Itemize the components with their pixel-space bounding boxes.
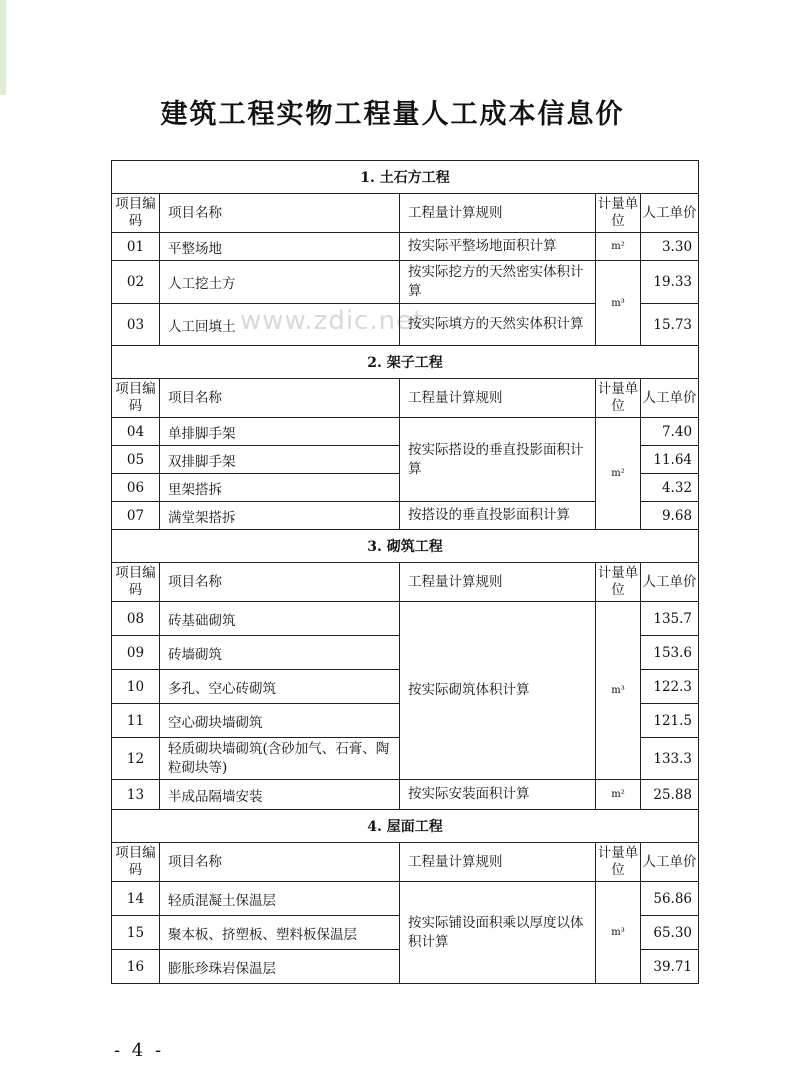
header-price: 人工单价 xyxy=(641,379,699,418)
table-row xyxy=(112,780,699,810)
header-price: 人工单价 xyxy=(641,194,699,233)
item-name: 聚本板、挤塑板、塑料板保温层 xyxy=(160,916,400,950)
item-price: 11.64 xyxy=(641,446,699,474)
item-code: 06 xyxy=(112,474,160,502)
item-code: 09 xyxy=(112,636,160,670)
item-name: 膨胀珍珠岩保温层 xyxy=(160,950,400,984)
header-rule: 工程量计算规则 xyxy=(400,843,596,882)
header-name: 项目名称 xyxy=(160,843,400,882)
header-row xyxy=(112,379,699,418)
item-rule: 按实际砌筑体积计算 xyxy=(400,602,596,780)
item-rule: 按搭设的垂直投影面积计算 xyxy=(400,502,596,530)
item-name: 单排脚手架 xyxy=(160,418,400,446)
item-code: 08 xyxy=(112,602,160,636)
item-code: 11 xyxy=(112,704,160,738)
item-rule: 按实际挖方的天然密实体积计算 xyxy=(400,261,596,304)
item-price: 65.30 xyxy=(641,916,699,950)
item-code: 04 xyxy=(112,418,160,446)
item-code: 05 xyxy=(112,446,160,474)
page-title: 建筑工程实物工程量人工成本信息价 xyxy=(160,99,625,130)
header-rule: 工程量计算规则 xyxy=(400,379,596,418)
section-title-row xyxy=(112,530,699,563)
item-price: 7.40 xyxy=(641,418,699,446)
price-table xyxy=(111,160,699,984)
item-code: 07 xyxy=(112,502,160,530)
item-name: 空心砌块墙砌筑 xyxy=(160,704,400,738)
item-code: 16 xyxy=(112,950,160,984)
page-number: - 4 - xyxy=(114,1040,165,1061)
header-unit: 计量单位 xyxy=(596,843,641,882)
item-code: 15 xyxy=(112,916,160,950)
item-price: 3.30 xyxy=(641,233,699,261)
item-unit: m³ xyxy=(596,882,641,984)
header-code: 项目编码 xyxy=(112,379,160,418)
item-name: 满堂架搭拆 xyxy=(160,502,400,530)
header-price: 人工单价 xyxy=(641,563,699,602)
header-code: 项目编码 xyxy=(112,194,160,233)
item-unit: m³ xyxy=(596,261,641,346)
header-name: 项目名称 xyxy=(160,379,400,418)
item-unit: m³ xyxy=(596,602,641,780)
item-rule: 按实际填方的天然实体积计算 xyxy=(400,304,596,346)
header-row xyxy=(112,563,699,602)
header-name: 项目名称 xyxy=(160,563,400,602)
table-row xyxy=(112,602,699,636)
item-code: 14 xyxy=(112,882,160,916)
header-rule: 工程量计算规则 xyxy=(400,563,596,602)
watermark: www.zdic.net xyxy=(240,306,425,336)
section-title-row xyxy=(112,810,699,843)
item-price: 121.5 xyxy=(641,704,699,738)
item-name: 轻质砌块墙砌筑(含砂加气、石膏、陶粒砌块等) xyxy=(160,738,400,780)
item-name: 里架搭拆 xyxy=(160,474,400,502)
item-price: 133.3 xyxy=(641,738,699,780)
item-price: 122.3 xyxy=(641,670,699,704)
item-code: 13 xyxy=(112,780,160,810)
section-title: 4. 屋面工程 xyxy=(112,810,699,843)
header-code: 项目编码 xyxy=(112,563,160,602)
item-unit: m² xyxy=(596,233,641,261)
item-price: 19.33 xyxy=(641,261,699,304)
header-unit: 计量单位 xyxy=(596,563,641,602)
header-unit: 计量单位 xyxy=(596,194,641,233)
item-name: 砖墙砌筑 xyxy=(160,636,400,670)
header-price: 人工单价 xyxy=(641,843,699,882)
section-title-row xyxy=(112,161,699,194)
item-name: 平整场地 xyxy=(160,233,400,261)
table-row xyxy=(112,418,699,446)
item-code: 10 xyxy=(112,670,160,704)
item-name: 轻质混凝土保温层 xyxy=(160,882,400,916)
section-title: 3. 砌筑工程 xyxy=(112,530,699,563)
item-name: 人工挖土方 xyxy=(160,261,400,304)
page-edge-strip xyxy=(0,0,6,95)
item-name: 多孔、空心砖砌筑 xyxy=(160,670,400,704)
section-title: 2. 架子工程 xyxy=(112,346,699,379)
item-rule: 按实际搭设的垂直投影面积计算 xyxy=(400,418,596,502)
item-name: 砖基础砌筑 xyxy=(160,602,400,636)
item-price: 56.86 xyxy=(641,882,699,916)
item-code: 12 xyxy=(112,738,160,780)
item-code: 03 xyxy=(112,304,160,346)
item-unit: m² xyxy=(596,780,641,810)
header-row xyxy=(112,194,699,233)
price-table-container xyxy=(111,160,698,984)
item-code: 01 xyxy=(112,233,160,261)
header-rule: 工程量计算规则 xyxy=(400,194,596,233)
item-unit: m² xyxy=(596,418,641,530)
item-price: 39.71 xyxy=(641,950,699,984)
item-price: 25.88 xyxy=(641,780,699,810)
table-row xyxy=(112,261,699,304)
item-name: 人工回填土 xyxy=(160,304,400,346)
item-rule: 按实际铺设面积乘以厚度以体积计算 xyxy=(400,882,596,984)
section-title-row xyxy=(112,346,699,379)
item-code: 02 xyxy=(112,261,160,304)
item-name: 半成品隔墙安装 xyxy=(160,780,400,810)
item-price: 9.68 xyxy=(641,502,699,530)
table-row xyxy=(112,882,699,916)
header-row xyxy=(112,843,699,882)
item-name: 双排脚手架 xyxy=(160,446,400,474)
item-rule: 按实际平整场地面积计算 xyxy=(400,233,596,261)
section-title: 1. 土石方工程 xyxy=(112,161,699,194)
item-rule: 按实际安装面积计算 xyxy=(400,780,596,810)
item-price: 135.7 xyxy=(641,602,699,636)
item-price: 15.73 xyxy=(641,304,699,346)
header-unit: 计量单位 xyxy=(596,379,641,418)
table-row xyxy=(112,233,699,261)
header-name: 项目名称 xyxy=(160,194,400,233)
header-code: 项目编码 xyxy=(112,843,160,882)
item-price: 153.6 xyxy=(641,636,699,670)
item-price: 4.32 xyxy=(641,474,699,502)
